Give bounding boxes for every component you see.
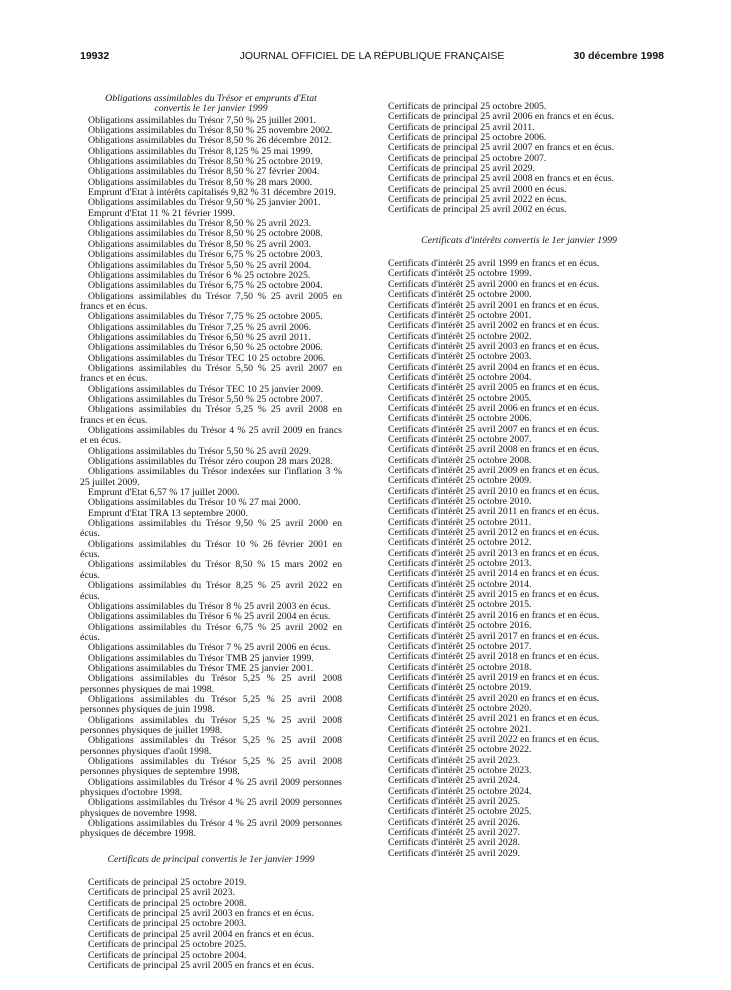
list-item: Certificats de principal 25 octobre 2025.	[88, 939, 247, 951]
list-item: Certificats de principal 25 avril 2022 en écus.	[388, 194, 567, 206]
page-header	[80, 50, 664, 68]
list-item: Certificats d'intérêt 25 avril 2021 en francs et en écus.	[388, 713, 600, 725]
list-item: Obligations assimilables du Trésor 4 % 25 avril 2009 personnes physiques d'octobre 1998.	[80, 776, 342, 799]
list-item: Obligations assimilables du Trésor indexées sur l'inflation 3 % 25 juillet 2009.	[80, 466, 342, 488]
list-item: Obligations assimilables du Trésor 6,75 % 25 octobre 2003.	[88, 249, 323, 261]
list-item: Certificats d'intérêt 25 avril 2001 en francs et en écus.	[388, 299, 600, 311]
right-column	[388, 101, 650, 859]
list-item: Certificats de principal 25 avril 2007 en francs et en écus.	[388, 142, 615, 154]
list-item: Obligations assimilables du Trésor 7,75 % 25 octobre 2005.	[88, 311, 323, 323]
list-item: Obligations assimilables du Trésor 8,50 % 25 avril 2003.	[88, 238, 312, 250]
list-item: Certificats d'intérêt 25 avril 2011 en francs et en écus.	[388, 506, 599, 518]
list-item: Certificats de principal 25 avril 2008 en francs et en écus.	[388, 173, 615, 185]
list-item: Obligations assimilables du Trésor 6,50 % 25 octobre 2006.	[88, 342, 323, 354]
list-item: Certificats de principal 25 octobre 2003.	[88, 918, 247, 930]
list-item: Certificats d'intérêt 25 avril 2019 en francs et en écus.	[388, 671, 600, 683]
list-item: Certificats de principal 25 avril 2004 en francs et en écus.	[88, 928, 315, 940]
list-item: Certificats d'intérêt 25 avril 2003 en francs et en écus.	[388, 340, 600, 352]
list-item: Certificats d'intérêt 25 octobre 2021.	[388, 723, 532, 735]
list-item: Certificats d'intérêt 25 octobre 2016.	[388, 620, 532, 632]
list-item: Certificats d'intérêt 25 octobre 2003.	[388, 351, 532, 363]
list-item: Certificats de principal 25 avril 2002 en écus.	[388, 204, 567, 216]
list-item: Certificats de principal 25 octobre 2008.	[88, 897, 247, 909]
list-item: Certificats d'intérêt 25 avril 2004 en francs et en écus.	[388, 361, 600, 373]
list-item: Obligations assimilables du Trésor 5,50 % 25 octobre 2007.	[88, 393, 323, 405]
list-item: Certificats de principal 25 avril 2006 en francs et en écus.	[388, 111, 615, 123]
list-item: Obligations assimilables du Trésor 5,25 % 25 avril 2008 personnes physiques de septembre 1998.	[80, 756, 342, 778]
list-item: Certificats d'intérêt 25 avril 2022 en francs et en écus.	[388, 733, 600, 745]
list-item: Certificats d'intérêt 25 octobre 2000.	[388, 289, 532, 301]
section-title-line1: Obligations assimilables du Trésor et emprunts d'Etat	[105, 93, 317, 104]
list-item: Certificats d'intérêt 25 avril 2012 en francs et en écus.	[388, 527, 600, 539]
list-item: Certificats d'intérêt 25 avril 2027.	[388, 827, 521, 839]
list-item: Obligations assimilables du Trésor 7 % 25 avril 2006 en écus.	[88, 642, 331, 654]
list-item: Obligations assimilables du Trésor 4 % 25 avril 2009 en francs et en écus.	[80, 425, 342, 447]
list-item: Certificats d'intérêt 25 avril 2002 en francs et en écus.	[388, 320, 600, 332]
list-item: Obligations assimilables du Trésor 5,25 % 25 avril 2008 personnes physiques de juillet 1998.	[80, 714, 342, 736]
list-item: Obligations assimilables du Trésor 8,50 % 25 novembre 2002.	[88, 125, 333, 137]
list-item: Obligations assimilables du Trésor TME 25 janvier 2001.	[88, 662, 314, 674]
list-item: Certificats d'intérêt 25 octobre 2007.	[388, 433, 532, 445]
list-item: Certificats d'intérêt 25 avril 2025.	[388, 796, 521, 807]
list-item: Certificats de principal 25 avril 2029.	[388, 163, 535, 175]
list-item: Obligations assimilables du Trésor 5,50 % 25 avril 2029.	[88, 445, 312, 457]
list-item: Certificats d'intérêt 25 avril 2024.	[388, 775, 521, 787]
list-item: Certificats d'intérêt 25 octobre 2004.	[388, 371, 532, 383]
list-item: Certificats d'intérêt 25 avril 2009 en francs et en écus.	[388, 465, 600, 476]
list-item: Obligations assimilables du Trésor 6 % 25 octobre 2025.	[88, 269, 311, 281]
list-item: Obligations assimilables du Trésor 4 % 25 avril 2009 personnes physiques de novembre 1998.	[80, 797, 342, 819]
list-item: Obligations assimilables du Trésor 7,25 % 25 avril 2006.	[88, 321, 312, 333]
list-item: Certificats de principal 25 octobre 2006.	[388, 132, 547, 144]
list-item: Certificats d'intérêt 25 octobre 2018.	[388, 661, 532, 673]
list-item: Obligations assimilables du Trésor TEC 10 25 octobre 2006.	[88, 352, 326, 364]
list-item: Certificats d'intérêt 25 octobre 2024.	[388, 785, 532, 797]
list-item: Emprunt d'Etat 6,57 % 17 juillet 2000.	[88, 487, 240, 499]
list-item: Certificats d'intérêt 25 octobre 1999.	[388, 268, 532, 280]
list-item: Certificats d'intérêt 25 octobre 2002.	[388, 330, 532, 342]
list-item: Obligations assimilables du Trésor 5,25 % 25 avril 2008 en francs et en écus.	[80, 404, 342, 426]
list-item: Obligations assimilables du Trésor 9,50 % 25 janvier 2001.	[88, 197, 321, 209]
list-item: Obligations assimilables du Trésor TMB 25 janvier 1999.	[88, 652, 314, 664]
list-item: Certificats de principal 25 octobre 2019.	[88, 877, 247, 889]
list-item: Certificats d'intérêt 25 octobre 2023.	[388, 764, 532, 776]
list-item: Certificats d'intérêt 25 avril 1999 en francs et en écus.	[388, 258, 600, 270]
list-item: Obligations assimilables du Trésor 8,25 % 25 avril 2022 en écus.	[80, 580, 342, 602]
list-item: Certificats d'intérêt 25 avril 2006 en francs et en écus.	[388, 402, 600, 414]
list-item: Certificats d'intérêt 25 octobre 2022.	[388, 744, 532, 756]
list-item: Certificats d'intérêt 25 avril 2007 en francs et en écus.	[388, 423, 600, 435]
list-item: Obligations assimilables du Trésor TEC 10 25 janvier 2009.	[88, 383, 324, 395]
list-item: Obligations assimilables du Trésor 8,50 % 15 mars 2002 en écus.	[80, 559, 342, 581]
list-item: Certificats d'intérêt 25 octobre 2013.	[388, 558, 532, 570]
list-item: Obligations assimilables du Trésor zéro coupon 28 mars 2028.	[88, 456, 333, 468]
list-item: Obligations assimilables du Trésor 6,75 % 25 avril 2002 en écus.	[80, 621, 342, 643]
list-item: Certificats d'intérêt 25 octobre 2015.	[388, 599, 532, 611]
list-item: Certificats d'intérêt 25 octobre 2010.	[388, 496, 532, 508]
issue-date: 30 décembre 1998	[573, 50, 664, 62]
list-item: Certificats d'intérêt 25 octobre 2017.	[388, 640, 532, 652]
list-item: Certificats d'intérêt 25 avril 2010 en francs et en écus.	[388, 485, 600, 497]
list-item: Certificats d'intérêt 25 octobre 2014.	[388, 578, 532, 590]
list-item: Emprunt d'Etat à intérêts capitalisés 9,82 % 31 décembre 2019.	[88, 187, 336, 199]
list-item: Certificats d'intérêt 25 avril 2028.	[388, 837, 521, 849]
list-item: Emprunt d'Etat TRA 13 septembre 2000.	[88, 507, 248, 519]
list-item: Obligations assimilables du Trésor 8,50 % 25 octobre 2008.	[88, 228, 323, 240]
list-item: Obligations assimilables du Trésor 8,50 % 25 octobre 2019.	[88, 156, 323, 168]
list-item: Obligations assimilables du Trésor 10 % 27 mai 2000.	[88, 497, 301, 509]
list-item: Obligations assimilables du Trésor 9,50 % 25 avril 2000 en écus.	[80, 518, 342, 540]
list-item: Certificats de principal 25 avril 2000 en écus.	[388, 183, 567, 195]
list-item: Certificats d'intérêt 25 octobre 2012.	[388, 537, 532, 549]
certificats-principal-list	[80, 878, 342, 971]
list-item: Obligations assimilables du Trésor 5,25 % 25 avril 2008 personnes physiques de mai 1998.	[80, 673, 342, 695]
list-item: Obligations assimilables du Trésor 5,25 % 25 avril 2008 personnes physiques d'août 1998.	[80, 735, 342, 757]
list-item: Certificats d'intérêt 25 octobre 2025.	[388, 806, 532, 818]
list-item: Certificats d'intérêt 25 avril 2014 en francs et en écus.	[388, 568, 600, 580]
section-title-obligations	[80, 94, 342, 115]
list-item: Certificats de principal 25 avril 2011.	[388, 121, 535, 133]
list-item: Certificats d'intérêt 25 avril 2005 en francs et en écus.	[388, 382, 600, 394]
list-item: Certificats d'intérêt 25 avril 2015 en francs et en écus.	[388, 589, 600, 601]
list-item: Obligations assimilables du Trésor 8,125 % 25 mai 1999.	[88, 145, 313, 157]
list-item: Obligations assimilables du Trésor 8,50 % 26 décembre 2012.	[88, 135, 332, 147]
list-item: Certificats d'intérêt 25 avril 2018 en francs et en écus.	[388, 651, 600, 663]
list-item: Obligations assimilables du Trésor 7,50 % 25 juillet 2001.	[88, 114, 317, 126]
certificats-principal-list-continued	[388, 102, 650, 216]
list-item: Emprunt d'Etat 11 % 21 février 1999.	[88, 207, 235, 219]
list-item: Obligations assimilables du Trésor 5,50 % 25 avril 2004.	[88, 259, 312, 271]
list-item: Obligations assimilables du Trésor 6,75 % 25 octobre 2004.	[88, 280, 323, 292]
list-item: Certificats d'intérêt 25 octobre 2020.	[388, 702, 532, 714]
list-item: Certificats de principal 25 avril 2023.	[88, 887, 235, 899]
list-item: Obligations assimilables du Trésor 8,50 % 27 février 2004.	[88, 166, 320, 178]
journal-title: JOURNAL OFFICIEL DE LA RÉPUBLIQUE FRANÇAISE	[239, 50, 505, 62]
list-item: Certificats d'intérêt 25 octobre 2001.	[388, 309, 532, 321]
list-item: Certificats d'intérêt 25 avril 2000 en francs et en écus.	[388, 278, 600, 290]
list-item: Obligations assimilables du Trésor 4 % 25 avril 2009 personnes physiques de décembre 1998.	[80, 818, 342, 840]
list-item: Obligations assimilables du Trésor 6,50 % 25 avril 2011.	[88, 331, 311, 343]
list-item: Obligations assimilables du Trésor 8,50 % 25 avril 2023.	[88, 218, 312, 230]
list-item: Obligations assimilables du Trésor 5,25 % 25 avril 2008 personnes physiques de juin 1998.	[80, 693, 342, 716]
list-item: Certificats de principal 25 avril 2003 en francs et en écus.	[88, 908, 315, 920]
list-item: Certificats d'intérêt 25 avril 2008 en francs et en écus.	[388, 444, 600, 456]
list-item: Certificats d'intérêt 25 avril 2029.	[388, 847, 521, 859]
list-item: Certificats de principal 25 octobre 2007.	[388, 152, 547, 164]
list-item: Obligations assimilables du Trésor 7,50 % 25 avril 2005 en francs et en écus.	[80, 290, 342, 312]
list-item: Certificats de principal 25 octobre 2005.	[388, 101, 547, 112]
list-item: Certificats d'intérêt 25 octobre 2008.	[388, 454, 532, 466]
list-item: Obligations assimilables du Trésor 8 % 25 avril 2003 en écus.	[88, 600, 331, 612]
obligations-list	[80, 116, 342, 840]
list-item: Obligations assimilables du Trésor 6 % 25 avril 2004 en écus.	[88, 611, 331, 623]
list-item: Certificats d'intérêt 25 avril 2020 en francs et en écus.	[388, 692, 600, 704]
list-item: Certificats de principal 25 avril 2005 en francs et en écus.	[88, 959, 315, 971]
list-item: Certificats d'intérêt 25 octobre 2019.	[388, 682, 532, 694]
section-title-line2: convertis le 1er janvier 1999	[154, 103, 268, 115]
left-column	[80, 94, 342, 971]
list-item: Certificats d'intérêt 25 avril 2017 en francs et en écus.	[388, 630, 600, 642]
list-item: Obligations assimilables du Trésor 8,50 % 28 mars 2000.	[88, 176, 313, 188]
list-item: Certificats d'intérêt 25 avril 2023.	[388, 754, 521, 766]
list-item: Certificats d'intérêt 25 octobre 2005.	[388, 392, 532, 404]
list-item: Certificats d'intérêt 25 octobre 2011.	[388, 516, 532, 528]
list-item: Obligations assimilables du Trésor 5,50 % 25 avril 2007 en francs et en écus.	[80, 362, 342, 385]
list-item: Certificats de principal 25 octobre 2004.	[88, 949, 247, 961]
list-item: Obligations assimilables du Trésor 10 % 26 février 2001 en écus.	[80, 538, 342, 561]
list-item: Certificats d'intérêt 25 octobre 2006.	[388, 413, 532, 425]
section-title-certificats-interets: Certificats d'intérêts convertis le 1er janvier 1999	[421, 234, 617, 246]
section-title-certificats-principal: Certificats de principal convertis le 1er janvier 1999	[107, 853, 315, 865]
page-number: 19932	[80, 50, 110, 62]
list-item: Certificats d'intérêt 25 avril 2013 en francs et en écus.	[388, 547, 600, 559]
certificats-interets-list	[388, 259, 650, 859]
list-item: Certificats d'intérêt 25 avril 2026.	[388, 816, 521, 828]
list-item: Certificats d'intérêt 25 octobre 2009.	[388, 475, 532, 487]
list-item: Certificats d'intérêt 25 avril 2016 en francs et en écus.	[388, 609, 600, 621]
